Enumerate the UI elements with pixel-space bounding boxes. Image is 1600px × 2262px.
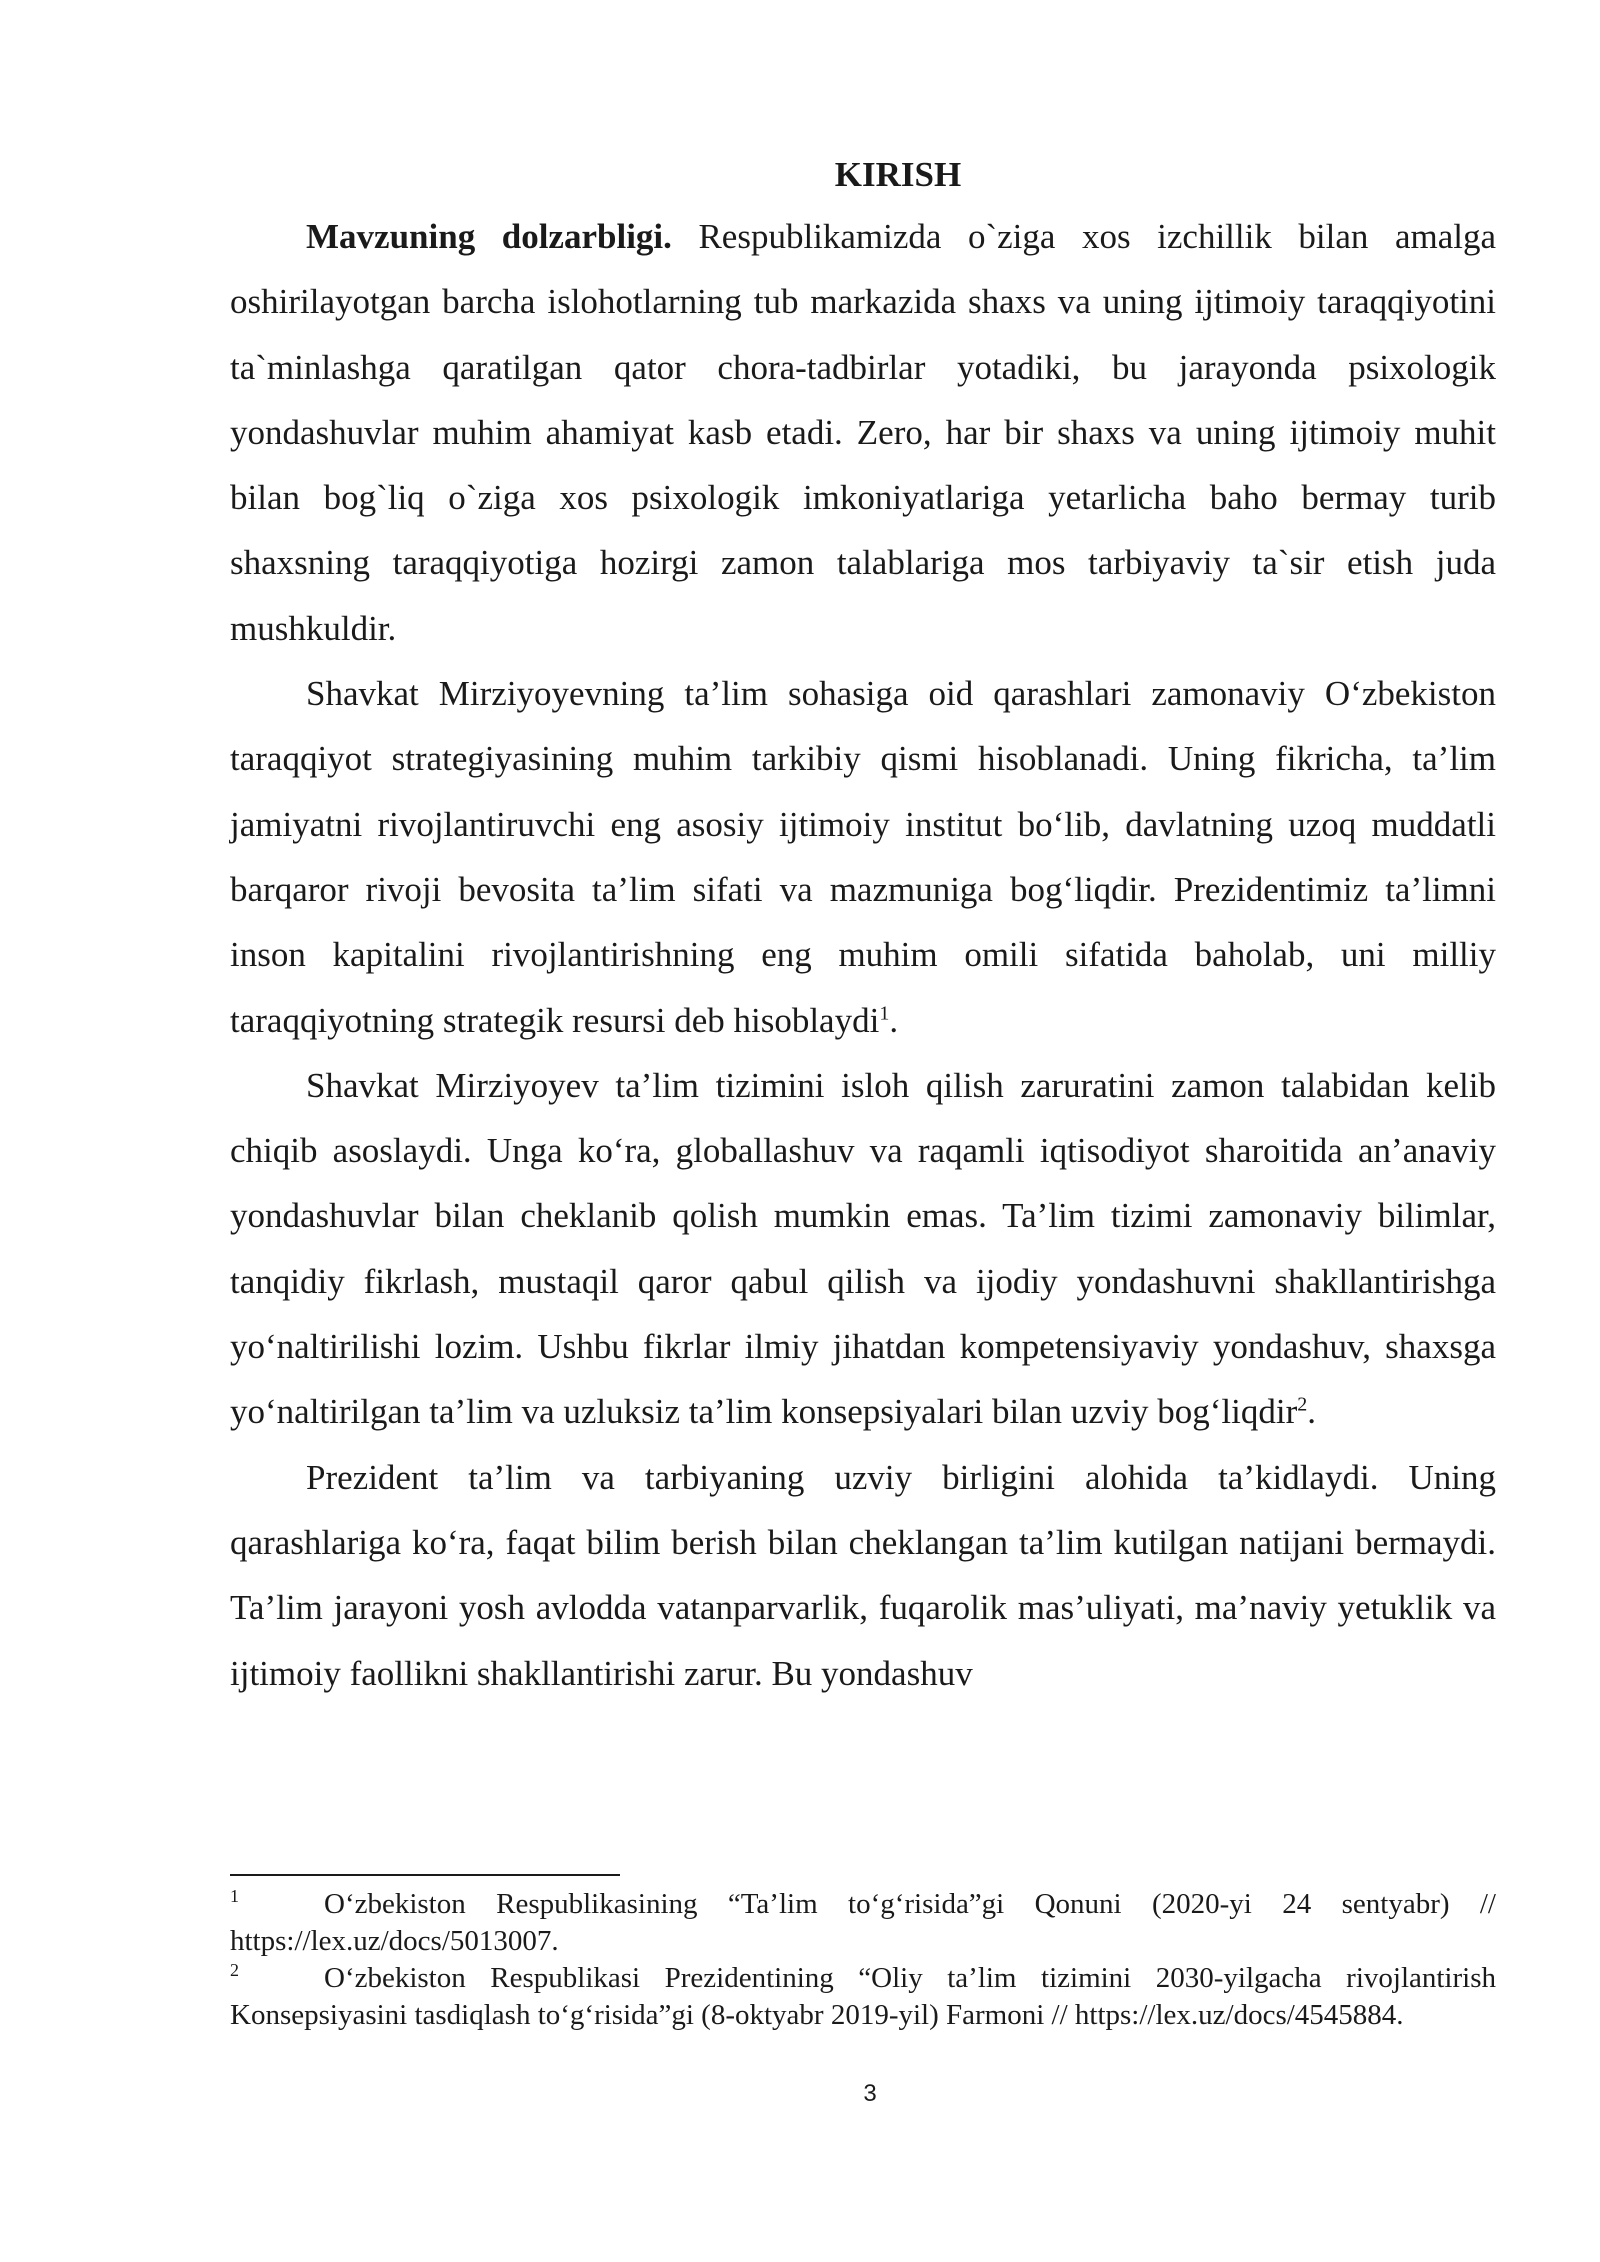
paragraph-reform xyxy=(230,1053,1496,1445)
page-number: 3 xyxy=(863,2080,877,2107)
footnote: 1 O‘zbekiston Respublikasining “Ta’lim to‘g‘risida”gi Qonuni (2020-yi 24 sentyabr) // https://lex.uz/docs/5013007. xyxy=(230,1886,1496,1957)
footnote-text: O‘zbekiston Respublikasi Prezidentining “Oliy ta’lim tizimini 2030-yilgacha rivojlantirish Konsepsiyasini tasdiqlash to‘g‘risida”gi (8-oktyabr 2019-yil) Farmoni // https://lex.uz/docs/4545884. xyxy=(230,1962,1496,2031)
paragraph-lead: Mavzuning dolzarbligi. xyxy=(306,217,672,256)
paragraph-text: Respublikamizda o`ziga xos izchillik bilan amalga oshirilayotgan barcha islohotlarning tub markazida shaxs va uning ijtimoiy taraqqiyotini ta`minlashga qaratilgan qator chora-tadbirlar yotadiki, bu jarayonda psixologik yondashuvlar muhim ahamiyat kasb etadi. Zero, har bir shaxs va uning ijtimoiy muhit bilan bog`liq o`ziga xos psixologik imkoniyatlariga yetarlicha baho bermay turib shaxsning taraqqiyotiga hozirgi zamon talablariga mos tarbiyaviy ta`sir etish juda mushkuldir. xyxy=(230,217,1496,648)
paragraph-text: Shavkat Mirziyoyev ta’lim tizimini isloh qilish zaruratini zamon talabidan kelib chiqib asoslaydi. Unga ko‘ra, globallashuv va raqamli iqtisodiyot sharoitida an’anaviy yondashuvlar bilan cheklanib qolish mumkin emas. Ta’lim tizimi zamonaviy bilimlar, tanqidiy fikrlash, mustaqil qaror qabul qilish va ijodiy yondashuvni shakllantirishga yo‘naltirilishi lozim. Ushbu fikrlar ilmiy jihatdan kompetensiyaviy yondashuv, shaxsga yo‘naltirilgan ta’lim va uzluksiz ta’lim konsepsiyalari bilan uzviy bog‘liqdir xyxy=(230,1065,1496,1432)
paragraph-upbringing xyxy=(230,1445,1496,1706)
paragraph-tail: . xyxy=(889,1000,899,1040)
page-heading: KIRISH xyxy=(834,155,962,194)
paragraph-text: Shavkat Mirziyoyevning ta’lim sohasiga oid qarashlari zamonaviy O‘zbekiston taraqqiyot strategiyasining muhim tarkibiy qismi hisoblanadi. Uning fikricha, ta’lim jamiyatni rivojlantiruvchi eng asosiy ijtimoiy institut bo‘lib, davlatning uzoq muddatli barqaror rivoji bevosita ta’lim sifati va mazmuniga bog‘liqdir. Prezidentimiz ta’limni inson kapitalini rivojlantirishning eng muhim omili sifatida baholab, uni milliy taraqqiyotning strategik resursi deb hisoblaydi xyxy=(230,674,1496,1040)
footnotes xyxy=(230,1886,1496,2034)
paragraph-education-views xyxy=(230,661,1496,1053)
footnote-reference[interactable]: 2 xyxy=(1297,1393,1308,1416)
paragraph-relevance xyxy=(230,204,1496,661)
footnote-divider xyxy=(230,1874,620,1876)
footnote-reference[interactable]: 1 xyxy=(879,1001,890,1024)
footnote: 2 O‘zbekiston Respublikasi Prezidentining “Oliy ta’lim tizimini 2030-yilgacha rivojlantirish Konsepsiyasini tasdiqlash to‘g‘risida”gi (8-oktyabr 2019-yil) Farmoni // https://lex.uz/docs/4545884. xyxy=(230,1960,1496,2031)
paragraph-tail: . xyxy=(1307,1392,1316,1432)
footnote-text: O‘zbekiston Respublikasining “Ta’lim to‘g‘risida”gi Qonuni (2020-yi 24 sentyabr) // https://lex.uz/docs/5013007. xyxy=(230,1888,1496,1957)
body-text xyxy=(230,150,1496,1706)
paragraph-text: Prezident ta’lim va tarbiyaning uzviy birligini alohida ta’kidlaydi. Uning qarashlariga ko‘ra, faqat bilim berish bilan cheklangan ta’lim kutilgan natijani bermaydi. Ta’lim jarayoni yosh avlodda vatanparvarlik, fuqarolik mas’uliyati, ma’naviy yetuklik va ijtimoiy faollikni shakllantirishi zarur. Bu yondashuv xyxy=(230,1457,1496,1693)
